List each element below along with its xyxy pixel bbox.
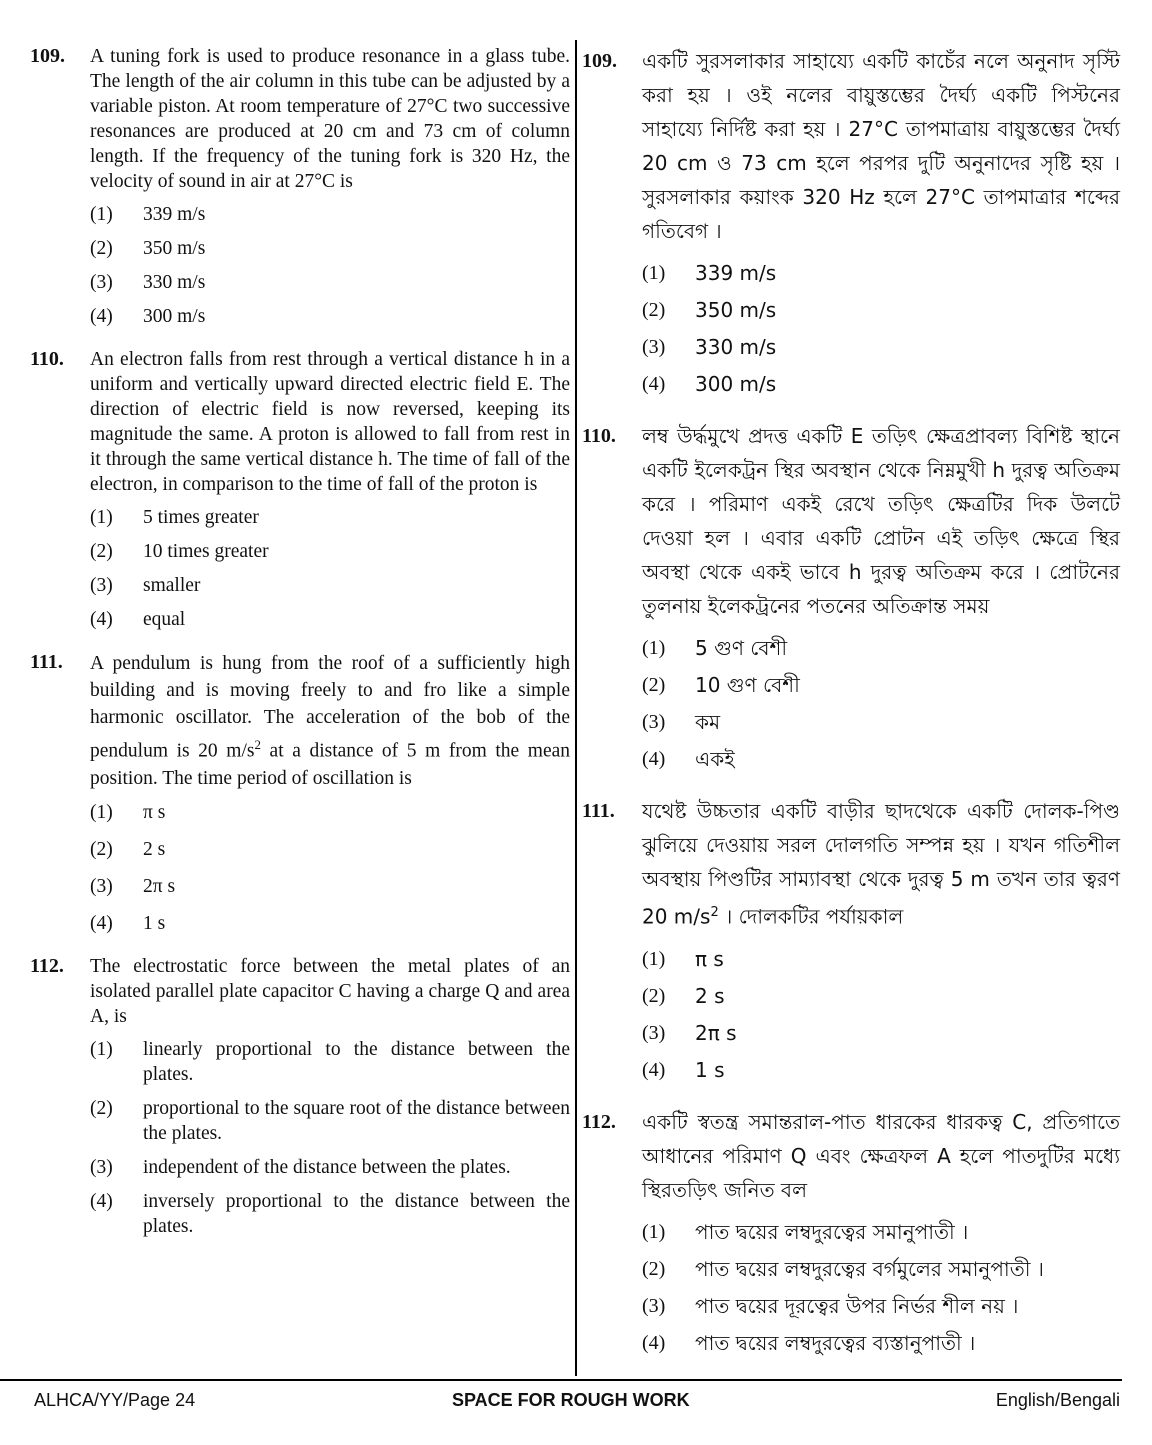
question-number: 110. (582, 425, 616, 447)
options (642, 256, 1120, 401)
question-text: The electrostatic force between the metal plates of an isolated parallel plate capacitor C having a charge Q and area A, is (90, 955, 570, 1027)
option: (4) 300 m/s (90, 306, 206, 327)
column-divider (575, 40, 577, 1376)
question-111-bn (582, 794, 1120, 1087)
option: (2) 2 s (90, 838, 166, 860)
options (642, 1215, 1120, 1360)
option: (4) 300 m/s (642, 372, 777, 396)
option: (4) 1 s (642, 1057, 725, 1082)
question-number: 109. (582, 50, 617, 72)
option: (2) 10 গুণ বেশী (642, 673, 800, 697)
option: (2) পাত দ্বয়ের লম্বদুরত্বের বর্গমুলের সমানুপাতী । (642, 1256, 1044, 1281)
options (642, 942, 1120, 1087)
question-112-bn (582, 1105, 1120, 1360)
options (90, 1037, 570, 1239)
option: (1) 339 m/s (642, 261, 777, 285)
question-text: লম্ব উর্দ্ধমুখে প্রদত্ত একটি E তড়িৎ ক্ষেত্রপ্রাবল্য বিশিষ্ট স্থানে একটি ইলেকট্রন স্থির অবস্থান থেকে নিম্নমুখী h দুরত্ব অতিক্রম করে । পরিমাণ একই রেখে তড়িৎ ক্ষেত্রটির দিক উলটে দেওয়া হল । এবার একটি প্রোটন এই তড়িৎ ক্ষেত্রে স্থির অবস্থা থেকে একই ভাবে h দুরত্ব অতিক্রম করে । প্রোটনের তুলনায় ইলেকট্রনের পতনের অতিক্রান্ত সময় (642, 424, 1120, 618)
option: (2) 10 times greater (90, 541, 269, 562)
option: (4) 1 s (90, 912, 166, 934)
option: (2) 350 m/s (90, 238, 206, 259)
question-text: একটি সুরসলাকার সাহায্যে একটি কাচেঁর নলে অনুনাদ সৃস্টি করা হয় । ওই নলের বায়ুস্তম্ভের দৈর্ঘ্য একটি পিস্টনের সাহায্যে নির্দিষ্ট করা হয় । 27°C তাপমাত্রায় বায়ুস্তম্ভের দৈর্ঘ্য 20 cm ও 73 cm হলে পরপর দুটি অনুনাদের সৃষ্টি হয় । সুরসলাকার কয়াংক 320 Hz হলে 27°C তাপমাত্রার শব্দের গতিবেগ । (642, 49, 1120, 243)
language-label: English/Bengali (995, 1390, 1120, 1410)
question-111-en (30, 650, 570, 936)
question-text: A tuning fork is used to produce resonance in a glass tube. The length of the air column in this tube can be adjusted by a variable piston. At room temperature of 27°C two successive resonances are produced at 20 cm and 73 cm of column length. If the frequency of the tuning fork is 320 Hz, the velocity of sound in air at 27°C is (90, 46, 570, 192)
question-number: 112. (582, 1110, 616, 1133)
option: (3) 2π s (642, 1020, 737, 1045)
option: (3) 330 m/s (90, 272, 206, 293)
option: (3) smaller (90, 575, 201, 596)
option: (1) 5 times greater (90, 507, 259, 528)
question-109-bn (582, 44, 1120, 401)
option: (3) 2π s (90, 875, 176, 897)
option: (1) 339 m/s (90, 204, 206, 225)
footer-rule (0, 1379, 1122, 1381)
question-number: 111. (30, 651, 63, 673)
option: (1) 5 গুণ বেশী (642, 636, 788, 660)
option: (1) linearly proportional to the distance between the plates. (90, 1038, 570, 1085)
question-number: 110. (30, 348, 64, 370)
rough-work-label: SPACE FOR ROUGH WORK (452, 1390, 690, 1410)
option: (1) π s (90, 801, 166, 823)
option: (1) π s (642, 946, 724, 971)
option: (3) independent of the distance between the plates. (90, 1156, 511, 1178)
question-text: An electron falls from rest through a vertical distance h in a uniform and vertically upward directed electric field E. The direction of electric field is now reversed, keeping its magnitude the same. A proton is allowed to fall from rest in it through the same vertical distance h. The time of fall of the electron, in comparison to the time of fall of the proton is (90, 349, 570, 495)
options (90, 800, 570, 936)
option: (3) 330 m/s (642, 335, 777, 359)
option: (3) পাত দ্বয়ের দূরত্বের উপর নির্ভর শীল নয় । (642, 1293, 1019, 1318)
option: (2) 2 s (642, 983, 725, 1008)
question-text: A pendulum is hung from the roof of a sufficiently high building and is moving freely to and fro like a simple harmonic oscillator. The acceleration of the bob of the pendulum is 20 $m/s^2$ at a distance of 5 m from the mean position. The time period of oscillation is (90, 653, 571, 789)
question-text: যথেষ্ট উচ্চতার একটি বাড়ীর ছাদথেকে একটি দোলক-পিণ্ড ঝুলিয়ে দেওয়ায় সরল দোলগতি সম্পন্ন হয় । যখন গতিশীল অবস্থায় পিণ্ডটির সাম্যাবস্থা থেকে দুরত্ব 5 m তখন তার ত্বরণ 20 $m/s^2$ । দোলকটির পর্যায়কাল (642, 799, 1120, 929)
question-number: 109. (30, 45, 65, 67)
options (90, 202, 570, 329)
option: (2) 350 m/s (642, 298, 777, 322)
question-110-en (30, 347, 570, 632)
question-number: 112. (30, 954, 64, 977)
question-number: 111. (582, 800, 615, 822)
option: (4) equal (90, 609, 186, 630)
english-column (30, 44, 570, 1257)
option: (2) proportional to the square root of the distance between the plates. (90, 1097, 570, 1144)
option: (1) পাত দ্বয়ের লম্বদুরত্বের সমানুপাতী । (642, 1219, 969, 1244)
bengali-column (582, 44, 1120, 1378)
options (642, 631, 1120, 776)
question-110-bn (582, 419, 1120, 776)
option: (4) পাত দ্বয়ের লম্বদুরত্বের ব্যস্তানুপাতী । (642, 1330, 976, 1355)
question-109-en (30, 44, 570, 329)
option: (4) inversely proportional to the distance between the plates. (90, 1190, 570, 1237)
options (90, 505, 570, 632)
option: (4) একই (642, 747, 735, 771)
page-code: ALHCA/YY/Page 24 (34, 1390, 196, 1410)
option: (3) কম (642, 710, 721, 734)
question-text: একটি স্বতন্ত্র সমান্তরাল-পাত ধারকের ধারকত্ব C, প্রতিগাতে আধানের পরিমাণ Q এবং ক্ষেত্রফল A হলে পাতদুটির মধ্যে স্থিরতড়িৎ জনিত বল (642, 1109, 1120, 1202)
question-112-en (30, 954, 570, 1239)
